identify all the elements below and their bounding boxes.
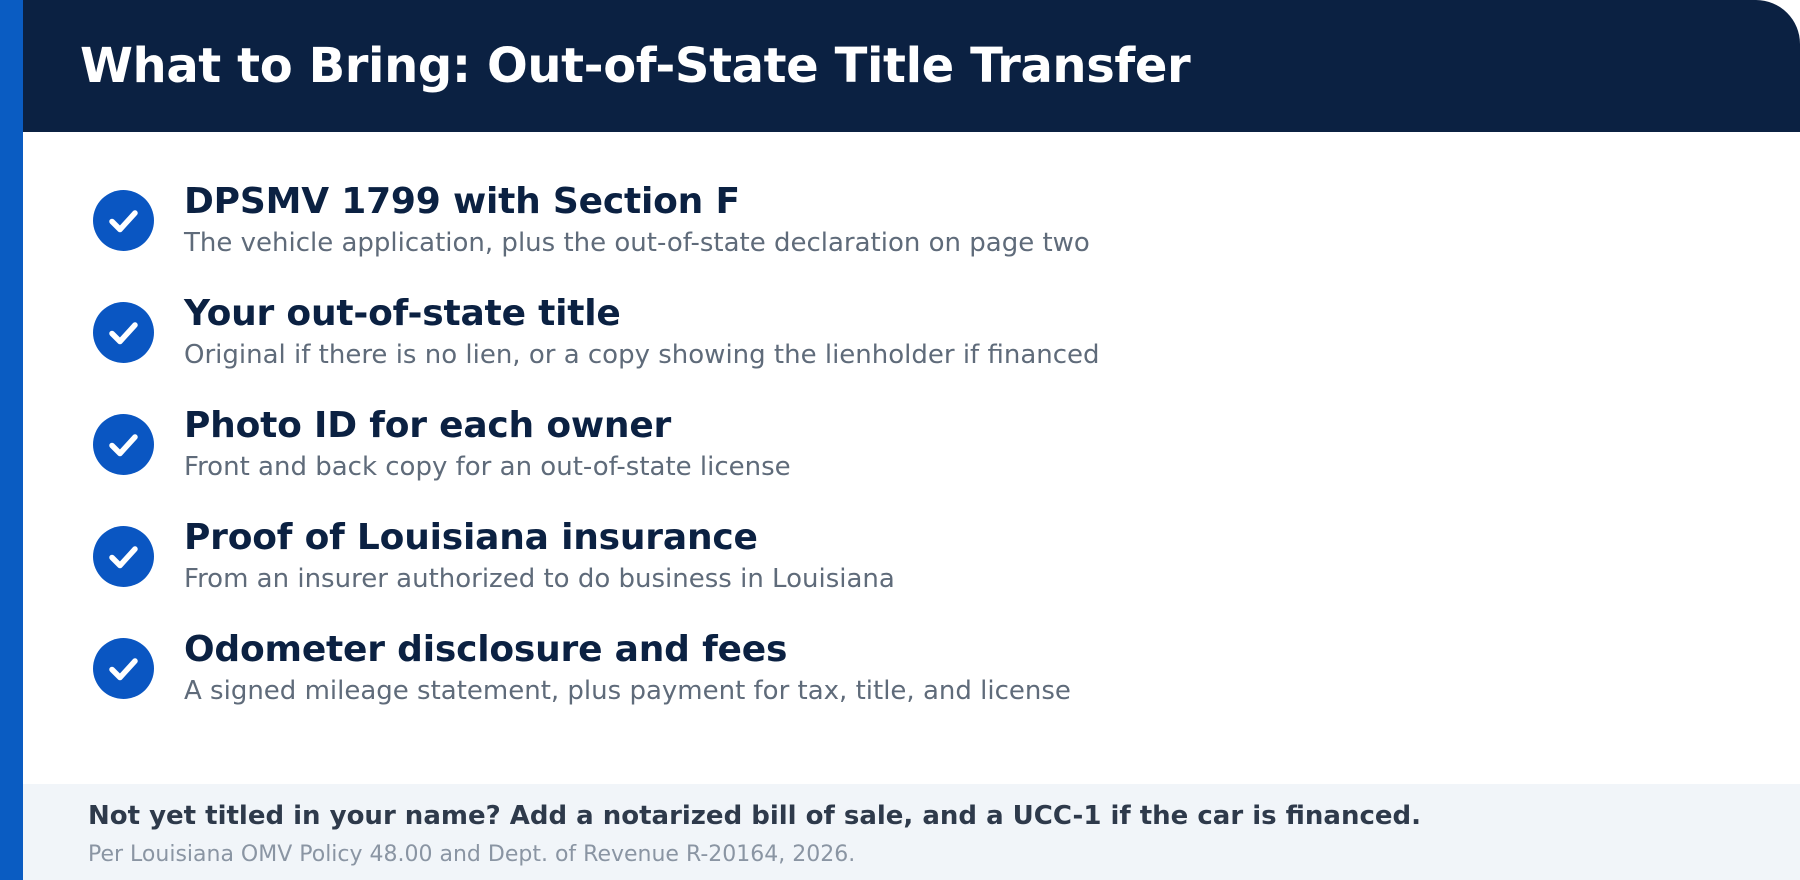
checklist-item-title: Your out-of-state title	[184, 293, 621, 334]
checklist-item-title: DPSMV 1799 with Section F	[184, 181, 740, 222]
footer-note-panel	[23, 784, 1800, 880]
checklist-item-description: From an insurer authorized to do business in Louisiana	[184, 564, 895, 594]
checklist-item-description: The vehicle application, plus the out-of-state declaration on page two	[184, 228, 1090, 258]
checklist-card	[23, 0, 1800, 880]
checklist-item	[93, 628, 1593, 718]
source-citation: Per Louisiana OMV Policy 48.00 and Dept. of Revenue R-20164, 2026.	[88, 842, 856, 867]
check-icon	[93, 190, 154, 251]
check-icon	[93, 526, 154, 587]
footer-note: Not yet titled in your name? Add a notarized bill of sale, and a UCC-1 if the car is financed.	[88, 801, 1422, 831]
checklist-item-title: Photo ID for each owner	[184, 405, 672, 446]
card-header	[23, 0, 1800, 132]
checklist-item	[93, 404, 1593, 494]
checklist-item	[93, 180, 1593, 270]
checklist-item	[93, 292, 1593, 382]
check-icon	[93, 638, 154, 699]
checklist-item-description: A signed mileage statement, plus payment for tax, title, and license	[184, 676, 1071, 706]
page-title: What to Bring: Out-of-State Title Transfer	[80, 38, 1191, 94]
checklist-item-description: Original if there is no lien, or a copy showing the lienholder if financed	[184, 340, 1100, 370]
checklist-item	[93, 516, 1593, 606]
checklist-item-description: Front and back copy for an out-of-state license	[184, 452, 791, 482]
left-accent-bar	[0, 0, 23, 880]
checklist-item-title: Odometer disclosure and fees	[184, 629, 788, 670]
check-icon	[93, 302, 154, 363]
checklist-item-title: Proof of Louisiana insurance	[184, 517, 758, 558]
check-icon	[93, 414, 154, 475]
